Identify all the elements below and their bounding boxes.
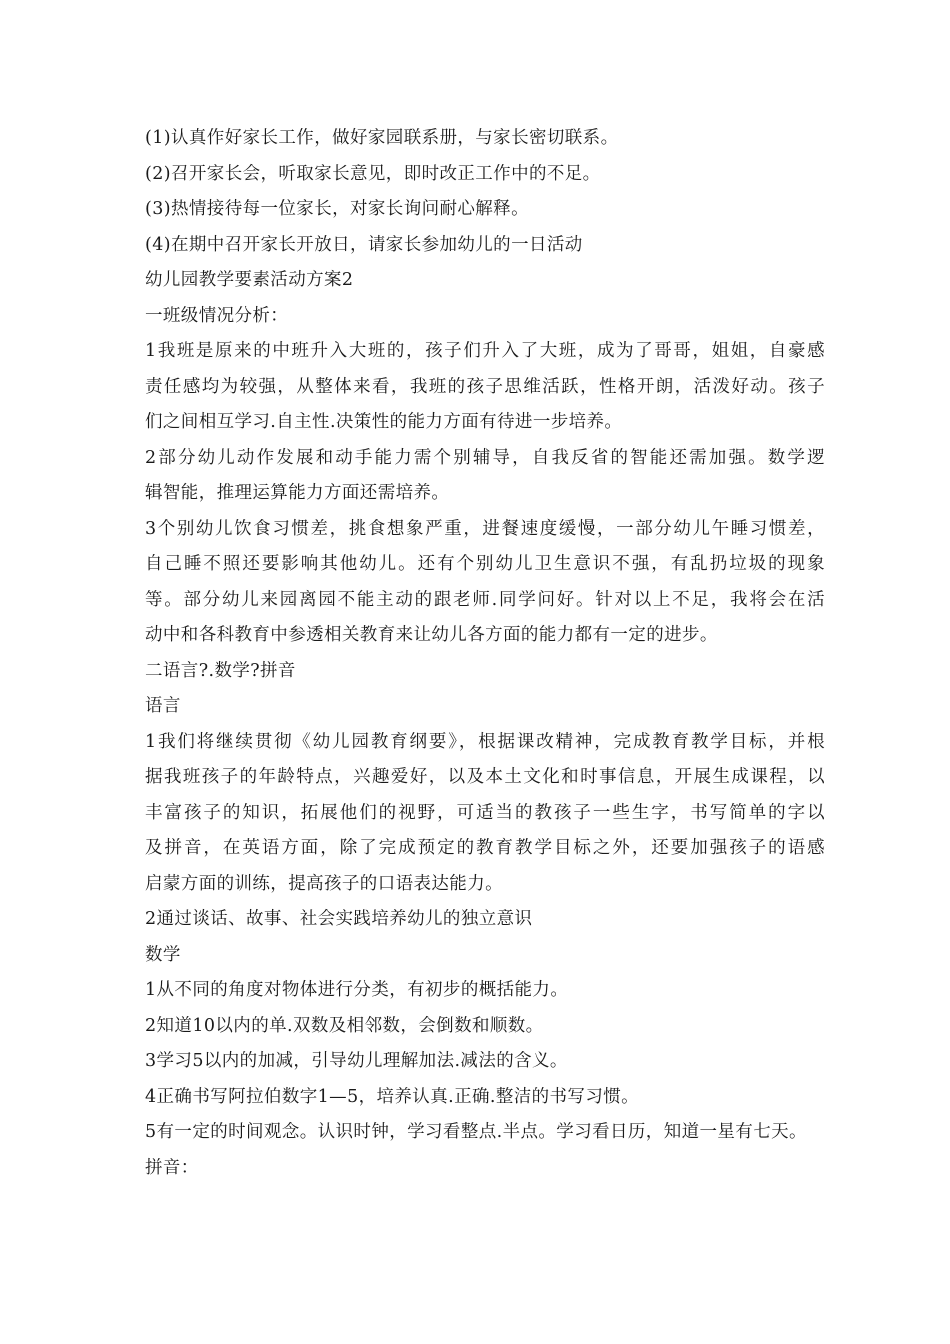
text-line: (2)召开家长会，听取家长意见，即时改正工作中的不足。: [145, 163, 601, 184]
text-line: 丰富孩子的知识，拓展他们的视野，可适当的教孩子一些生字，书写简单的字以: [145, 802, 825, 823]
section-heading: 一班级情况分析：: [145, 305, 289, 326]
text-line: 据我班孩子的年龄特点，兴趣爱好，以及本土文化和时事信息，开展生成课程，以: [145, 767, 825, 787]
text-line: 1我班是原来的中班升入大班的，孩子们升入了大班，成为了哥哥，姐姐，自豪感: [145, 341, 825, 361]
text-line: 辑智能，推理运算能力方面还需培养。: [145, 483, 450, 503]
text-line: 等。部分幼儿来园离园不能主动的跟老师.同学问好。针对以上不足，我将会在活: [145, 589, 825, 610]
text-line: (1)认真作好家长工作，做好家园联系册，与家长密切联系。: [145, 128, 619, 148]
text-line: 及拼音，在英语方面，除了完成预定的教育教学目标之外，还要加强孩子的语感: [145, 838, 825, 858]
section-heading: 二语言?.数学?拼音: [145, 660, 296, 681]
subsection-heading: 语言: [145, 696, 181, 716]
text-line: 2部分幼儿动作发展和动手能力需个别辅导，自我反省的智能还需加强。数学逻: [145, 447, 825, 468]
text-line: 启蒙方面的训练，提高孩子的口语表达能力。: [145, 873, 503, 894]
document-body: [145, 121, 825, 1186]
text-line: 动中和各科教育中参透相关教育来让幼儿各方面的能力都有一定的进步。: [145, 625, 718, 645]
text-line: 3学习5以内的加减，引导幼儿理解加法.减法的含义。: [145, 1051, 568, 1071]
text-line: 自己睡不照还要影响其他幼儿。还有个别幼儿卫生意识不强，有乱扔垃圾的现象: [145, 554, 825, 574]
subsection-heading: 数学: [145, 944, 181, 965]
text-line: 4正确书写阿拉伯数字1—5，培养认真.正确.整洁的书写习惯。: [145, 1086, 640, 1107]
text-line: 1我们将继续贯彻《幼儿园教育纲要》，根据课改精神，完成教育教学目标，并根: [145, 731, 825, 752]
text-line: (4)在期中召开家长开放日，请家长参加幼儿的一日活动: [145, 234, 583, 255]
section-title: 幼儿园教学要素活动方案2: [145, 270, 354, 290]
text-line: 们之间相互学习.自主性.决策性的能力方面有待进一步培养。: [145, 412, 623, 432]
text-line: (3)热情接待每一位家长，对家长询问耐心解释。: [145, 199, 529, 219]
text-line: 2通过谈话、故事、社会实践培养幼儿的独立意识: [145, 909, 533, 929]
subsection-heading: 拼音：: [145, 1157, 199, 1178]
text-line: 责任感均为较强，从整体来看，我班的孩子思维活跃，性格开朗，活泼好动。孩子: [145, 376, 825, 397]
text-line: 3个别幼儿饮食习惯差，挑食想象严重，进餐速度缓慢，一部分幼儿午睡习惯差，: [145, 518, 825, 539]
text-line: 2知道10以内的单.双数及相邻数，会倒数和顺数。: [145, 1015, 544, 1036]
text-line: 1从不同的角度对物体进行分类，有初步的概括能力。: [145, 980, 569, 1000]
text-line: 5有一定的时间观念。认识时钟，学习看整点.半点。学习看日历，知道一星有七天。: [145, 1122, 807, 1142]
